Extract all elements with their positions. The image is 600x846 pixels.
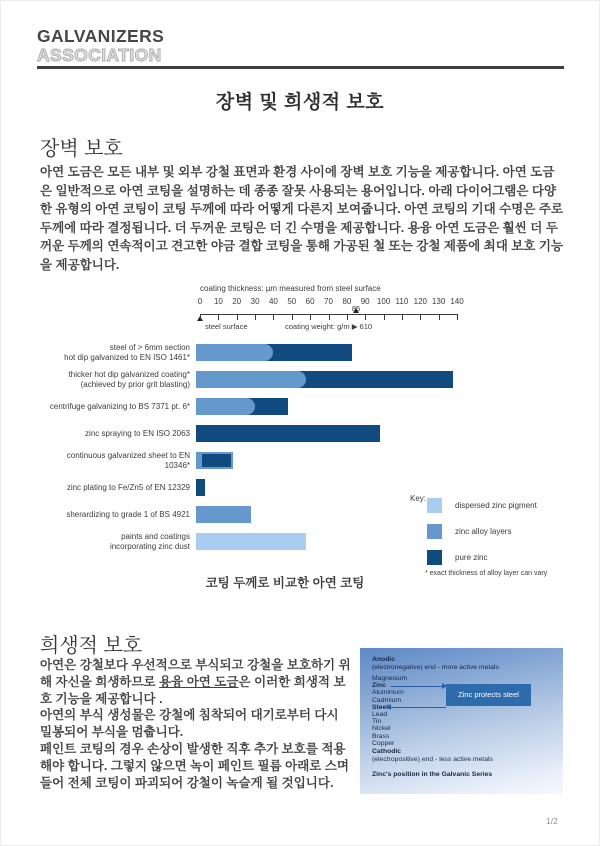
bar-overlay-segment	[196, 371, 306, 388]
chart-row-label: zinc plating to Fe/Zn5 of EN 12329	[66, 482, 190, 492]
hot-dip-galvanizing-link[interactable]: 용융 아연 도금	[159, 674, 239, 689]
axis-tick-label: 100	[376, 297, 391, 306]
legend-swatch-icon	[427, 524, 442, 539]
legend-item-label: pure zinc	[455, 553, 488, 562]
bar-segment	[202, 454, 231, 467]
metal-item: Copper	[372, 739, 395, 747]
sacrificial-section-body	[40, 657, 354, 791]
metal-item: Tin	[372, 718, 382, 726]
chart-row-bars	[196, 447, 562, 474]
metal-item: Aluminium	[372, 689, 404, 697]
axis-tick	[218, 314, 219, 320]
zinc-protects-steel-box: Zinc protects steel	[446, 684, 531, 706]
axis-tick	[384, 314, 385, 320]
metal-item: Lead	[372, 710, 388, 718]
metal-item: Cadmium	[372, 696, 402, 704]
chart-row-bars	[196, 474, 562, 501]
chart-caption: 코팅 두께로 비교한 아연 코팅	[205, 576, 365, 590]
chart-row-bars	[196, 366, 562, 393]
axis-tick	[457, 314, 458, 320]
chart-row-label: sherardizing to grade 1 of BS 4921	[66, 509, 190, 519]
chart-axis-title: coating thickness: µm measured from steel surface	[200, 284, 381, 293]
axis-tick	[439, 314, 440, 320]
legend-item-label: dispersed zinc pigment	[455, 501, 537, 510]
logo-line2: ASSOCIATION	[37, 45, 162, 65]
metal-item: Magnesium	[372, 675, 408, 682]
metal-item: Nickel	[372, 725, 391, 733]
chart-row-label: paints and coatings incorporating zinc dust	[109, 532, 190, 551]
steel-arrow-icon	[391, 707, 446, 708]
axis-tick-label: 70	[324, 297, 333, 306]
legend-title: Key:	[410, 494, 427, 503]
chart-row	[40, 339, 562, 366]
anodic-sublabel: (electronegative) end - more active metals	[372, 663, 499, 671]
bar-segment	[196, 506, 251, 523]
galvanic-series-diagram	[360, 648, 563, 794]
steel-surface-label: steel surface	[205, 322, 248, 331]
axis-tick	[420, 314, 421, 320]
axis-tick-label: 40	[268, 297, 278, 306]
chart-row	[40, 366, 562, 393]
axis-tick-label: 10	[213, 297, 223, 306]
chart-row-bars	[196, 393, 562, 420]
chart-row-label: zinc spraying to EN ISO 2063	[85, 428, 190, 438]
chart-axis	[197, 297, 464, 341]
axis-marker-label: 85	[351, 303, 361, 313]
legend-swatch-icon	[427, 550, 442, 565]
sacrificial-p1-post: 은 이러한 희생적 보호 기능을 제공합니다 .	[40, 674, 346, 706]
axis-tick	[273, 314, 274, 320]
axis-tick-label: 120	[413, 297, 427, 306]
chart-row-label: centrifuge galvanizing to BS 7371 pt. 6*	[49, 401, 190, 411]
axis-tick-label: 90	[360, 297, 370, 306]
cathodic-label: Cathodic	[372, 748, 402, 755]
metal-item: Steel	[372, 703, 389, 711]
bar-segment	[196, 425, 380, 442]
zinc-arrow-icon	[391, 686, 442, 687]
axis-tick	[365, 314, 366, 320]
sacrificial-section-heading: 희생적 보호	[40, 635, 143, 657]
legend-item-label: zinc alloy layers	[455, 527, 512, 536]
chart-row	[40, 393, 562, 420]
axis-tick-label: 60	[305, 297, 315, 306]
axis-tick	[200, 314, 201, 320]
axis-tick	[310, 314, 311, 320]
page-number: 1/2	[546, 816, 558, 826]
axis-tick-label: 130	[431, 297, 446, 306]
galvanic-diagram-caption: Zinc's position in the Galvanic Series	[372, 771, 493, 778]
legend-item	[427, 524, 537, 539]
chart-row-bars	[196, 420, 562, 447]
page-title: 장벽 및 희생적 보호	[215, 92, 385, 113]
chart-row	[40, 474, 562, 501]
cathodic-sublabel: (electropositive) end - less active metals	[372, 755, 493, 763]
axis-tick-label: 20	[232, 297, 242, 306]
axis-marker-icon	[353, 308, 359, 313]
axis-tick	[237, 314, 238, 320]
legend-items	[427, 498, 537, 576]
bar-overlay-segment	[196, 344, 273, 361]
chart-row-label: continuous galvanized sheet to EN 10346*	[66, 451, 190, 470]
chart-row-bars	[196, 339, 562, 366]
sacrificial-p3: 페인트 코팅의 경우 손상이 발생한 직후 추가 보호를 적용해야 합니다. 그렇지 않으면 녹이 페인트 필름 아래로 스며들어 전체 코팅이 파괴되어 강철이 녹슬게 될 것입니다.	[40, 741, 349, 790]
axis-tick	[329, 314, 330, 320]
coating-thickness-chart	[40, 283, 562, 599]
axis-tick	[402, 314, 403, 320]
sacrificial-p1-pre: 아연은 강철보다 우선적으로 부식되고 강철을 보호하기 위해 자신을 희생하므로	[40, 658, 351, 689]
bar-segment	[196, 533, 306, 550]
metal-item: Zinc	[372, 682, 386, 690]
axis-tick-label: 140	[450, 297, 464, 306]
anodic-label: Anodic	[372, 656, 396, 663]
chart-row-label: steel of > 6mm section hot dip galvanized to EN ISO 1461*	[64, 343, 190, 362]
axis-tick-label: 0	[197, 297, 203, 306]
bar-segment	[196, 479, 205, 496]
coating-weight-label: coating weight: g/m ▶ 610	[285, 322, 373, 331]
chart-row-label: thicker hot dip galvanized coating* (achieved by prior grit blasting)	[68, 370, 190, 389]
axis-tick-label: 80	[342, 297, 352, 306]
axis-tick-label: 50	[287, 297, 297, 306]
sacrificial-p2: 아연의 부식 생성물은 강철에 침착되어 대기로부터 다시 밀봉되어 부식을 멈춥니다.	[40, 708, 339, 740]
barrier-section-body: 아연 도금은 모든 내부 및 외부 강철 표면과 환경 사이에 장벽 보호 기능을 제공합니다. 아연 도금은 일반적으로 아연 코팅을 설명하는 데 종종 잘못 사용되는 용어입니다. 아래 다이어그램은 다양한 유형의 아연 코팅이 코팅 두께에 따라 어떻게 다른지 보여줍니다. 아연 코팅의 기대 수명은 주로 두께에 따라 결정됩니다. 더 두꺼운 코팅은 더 긴 수명을 제공합니다. 용융 아연 도금은 훨씬 더 두꺼운 두께의 연속적이고 견고한 야금 결합 코팅을 통해 가공된 철 또는 강철 제품에 최대 보호 기능을 제공합니다.	[40, 165, 564, 272]
axis-tick	[292, 314, 293, 320]
legend-item	[427, 498, 537, 513]
axis-tick-label: 30	[250, 297, 260, 306]
axis-tick	[255, 314, 256, 320]
logo-line1: GALVANIZERS	[37, 26, 165, 46]
chart-row	[40, 447, 562, 474]
chart-footnote: * exact thickness of alloy layer can vary	[425, 570, 548, 577]
legend-item	[427, 550, 537, 565]
metal-item: Brass	[372, 732, 390, 740]
header-divider	[37, 66, 564, 69]
axis-tick-label: 110	[395, 297, 409, 306]
chart-row	[40, 420, 562, 447]
axis-tick	[347, 314, 348, 320]
legend-swatch-icon	[427, 498, 442, 513]
bar-overlay-segment	[196, 398, 255, 415]
barrier-section-heading: 장벽 보호	[40, 138, 123, 160]
galvanizers-association-logo	[37, 27, 164, 65]
